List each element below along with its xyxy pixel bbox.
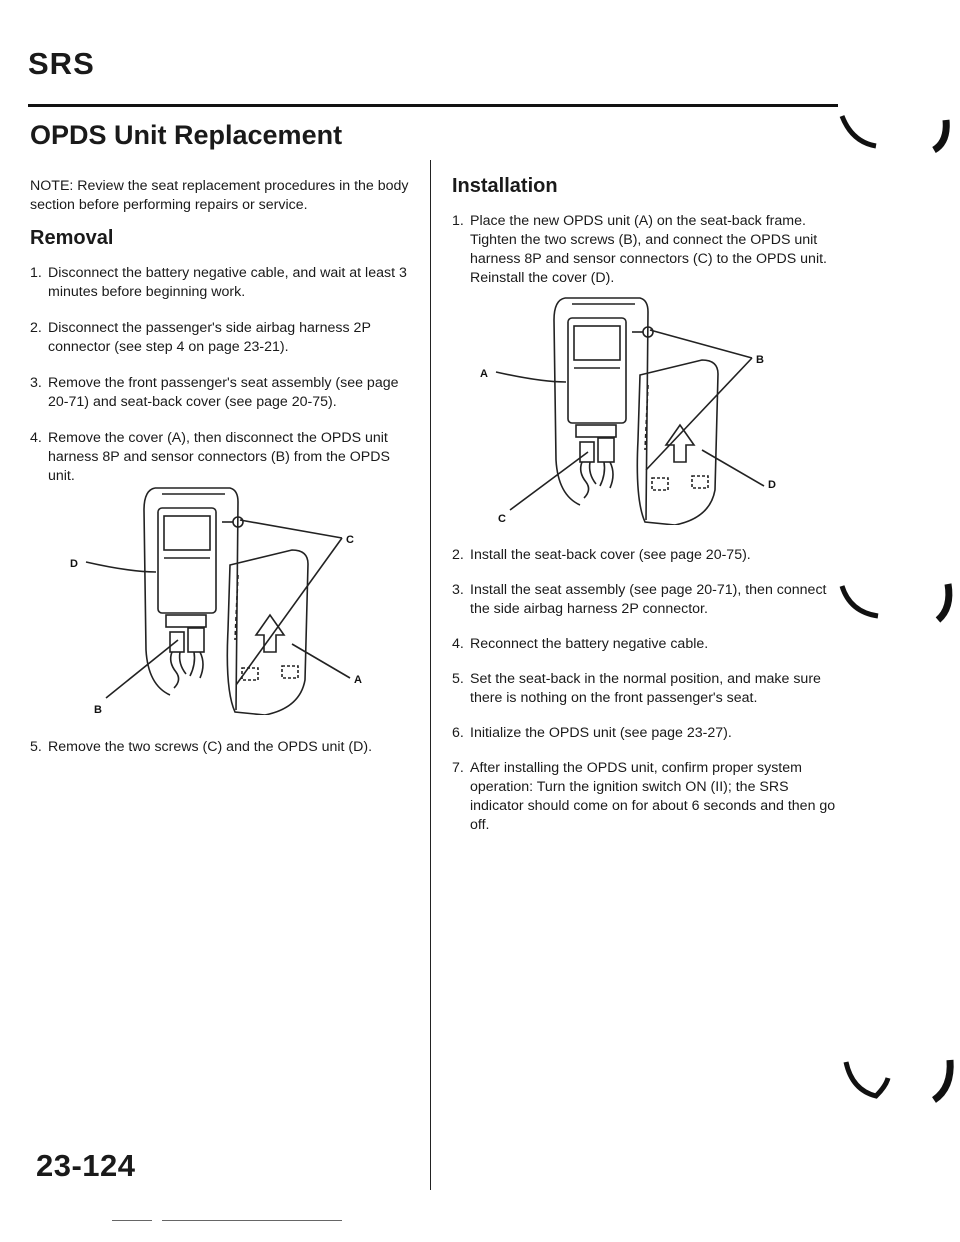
label-b: B bbox=[756, 354, 764, 366]
label-d: D bbox=[70, 558, 78, 570]
removal-heading: Removal bbox=[30, 227, 114, 249]
note-text: NOTE: Review the seat replacement procedures in the body section before performing repairs or service. bbox=[30, 178, 409, 213]
edge-mark-middle bbox=[838, 580, 958, 624]
label-b: B bbox=[94, 704, 102, 715]
list-item: 1. Disconnect the battery negative cable, and wait at least 3 minutes before beginning work. bbox=[30, 265, 407, 300]
label-a: A bbox=[354, 674, 362, 686]
removal-steps bbox=[30, 264, 415, 486]
removal-step-5 bbox=[30, 738, 415, 757]
section-heading: SRS bbox=[28, 46, 95, 81]
list-item: 5. Remove the two screws (C) and the OPDS unit (D). bbox=[30, 739, 373, 755]
footer-line bbox=[112, 1220, 152, 1221]
list-item: 6. Initialize the OPDS unit (see page 23-27). bbox=[452, 725, 732, 741]
list-item: 3. Remove the front passenger's seat assembly (see page 20-71) and seat-back cover (see page 20-75). bbox=[30, 375, 399, 410]
edge-mark-bottom bbox=[840, 1056, 958, 1106]
installation-step-1 bbox=[452, 212, 842, 288]
list-item: 2. Install the seat-back cover (see page 20-75). bbox=[452, 547, 751, 563]
header-rule bbox=[28, 104, 838, 107]
column-divider bbox=[430, 160, 431, 1190]
list-item: 5. Set the seat-back in the normal position, and make sure there is nothing on the front passenger's seat. bbox=[452, 671, 821, 706]
label-c: C bbox=[346, 534, 354, 546]
list-item: 2. Disconnect the passenger's side airbag harness 2P connector (see step 4 on page 23-21). bbox=[30, 320, 371, 355]
label-a: A bbox=[480, 368, 488, 380]
list-item: 4. Remove the cover (A), then disconnect the OPDS unit harness 8P and sensor connectors (B) from the OPDS unit. bbox=[30, 430, 390, 484]
list-item: 3. Install the seat assembly (see page 20-71), then connect the side airbag harness 2P connector. bbox=[452, 582, 827, 617]
note-block bbox=[30, 177, 410, 215]
list-item: 4. Reconnect the battery negative cable. bbox=[452, 636, 709, 652]
edge-mark-top bbox=[838, 112, 958, 154]
list-item: 7. After installing the OPDS unit, confirm proper system operation: Turn the ignition switch ON (II); the SRS indicator should come on for about 6 seconds and then go off. bbox=[452, 760, 836, 833]
page-title: OPDS Unit Replacement bbox=[30, 120, 343, 150]
installation-steps bbox=[452, 546, 842, 835]
installation-heading: Installation bbox=[452, 175, 558, 197]
installation-figure bbox=[470, 290, 790, 525]
page-number: 23-124 bbox=[36, 1148, 136, 1183]
label-d: D bbox=[768, 479, 776, 491]
footer-line bbox=[162, 1220, 342, 1221]
removal-figure bbox=[60, 480, 380, 715]
label-c: C bbox=[498, 513, 506, 525]
list-item: 1. Place the new OPDS unit (A) on the seat-back frame. Tighten the two screws (B), and connect the OPDS unit harness 8P and sensor connectors (C) to the OPDS unit. Reinstall the cover (D). bbox=[452, 213, 827, 286]
